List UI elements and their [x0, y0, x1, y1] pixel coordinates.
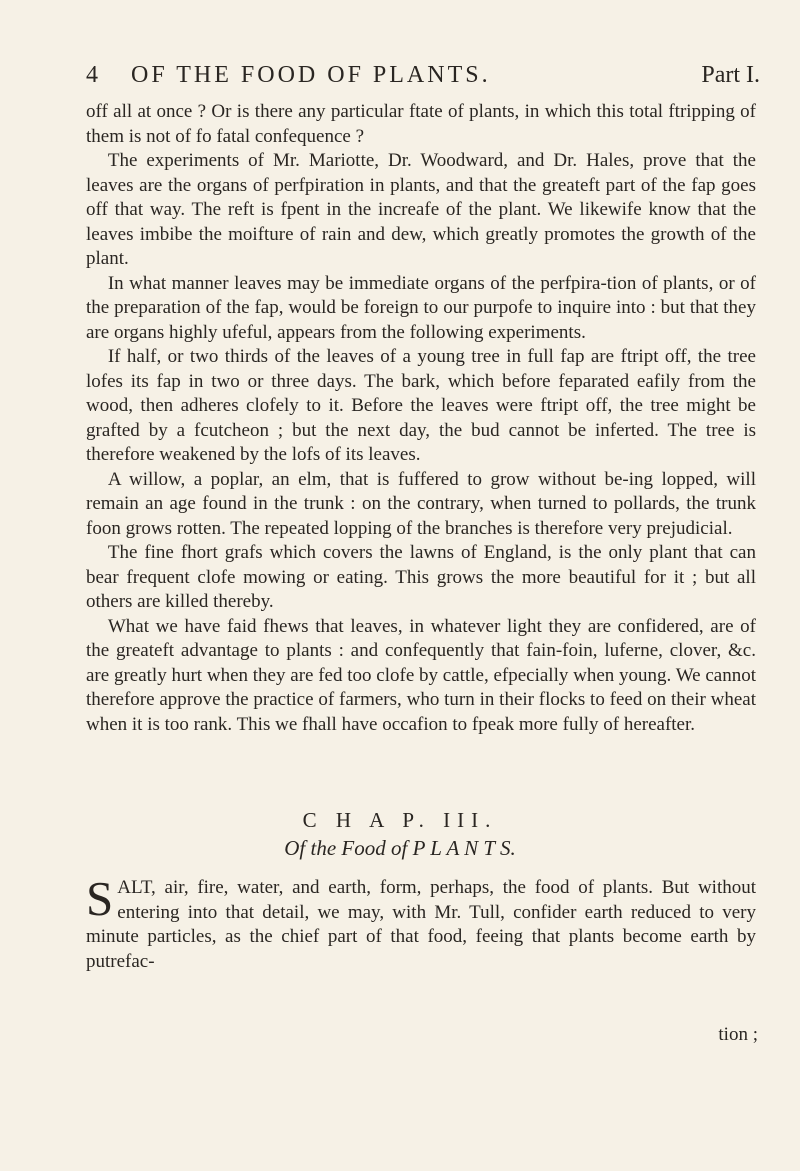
paragraph: What we have faid fhews that leaves, in whatever light they are confidered, are of the greateft advantage to plants : and confequently that fain-foin, luferne, clover, &c. are greatly hurt when they are fed too clofe by cattle, efpecially when young. We cannot therefore approve the practice of farmers, who turn in their flocks to feed on their wheat when it is too rank. This we fhall have occafion to fpeak more fully of hereafter.: [86, 615, 756, 735]
paragraph: If half, or two thirds of the leaves of a young tree in full fap are ftript off, the tree lofes its fap in two or three days. The bark, which before feparated eafily from the wood, then adheres clofely to it. Before the leaves were ftript off, the tree might be grafted by a fcutcheon ; but the next day, the bud cannot be inferted. The tree is therefore weakened by the lofs of its leaves.: [86, 346, 756, 465]
drop-cap: S: [86, 871, 114, 926]
paragraph: A willow, a poplar, an elm, that is fuffered to grow without be-ing lopped, will remain an age found in the trunk : on the contrary, when turned to pollards, the trunk foon grows rotten. The repeated lopping of the branches is therefore very prejudicial.: [86, 468, 756, 539]
running-title: OF THE FOOD OF PLANTS.: [131, 62, 491, 88]
opening-word: ALT,: [117, 877, 156, 898]
chapter-opening-paragraph: [86, 871, 756, 974]
paragraph: The experiments of Mr. Mariotte, Dr. Woodward, and Dr. Hales, prove that the leaves are the organs of perfpiration in plants, and that the greateft part of the fap goes off that way. The reft is fpent in the increafe of the plant. We likewife know that the leaves imbibe the moifture of rain and dew, which greatly promotes the growth of the plant.: [86, 150, 756, 269]
chapter-heading: C H A P. III.: [302, 808, 498, 832]
paragraph: In what manner leaves may be immediate organs of the perfpira-tion of plants, or of the preparation of the fap, would be foreign to our purpofe to inquire into : but that they are organs highly ufeful, appears from the following experiments.: [86, 272, 756, 343]
body-text: [86, 100, 756, 737]
part-label: Part I.: [701, 62, 760, 88]
page-header: [86, 62, 760, 92]
page-number: 4: [86, 62, 101, 88]
chapter-text: air, fire, water, and earth, form, perhaps, the food of plants. But without entering into that detail, we may, with Mr. Tull, confider earth reduced to very minute particles, as the chief part of that food, feeing that plants become earth by putrefac-: [86, 877, 756, 972]
paragraph: The fine fhort grafs which covers the lawns of England, is the only plant that can bear frequent clofe mowing or eating. This grows the more beautiful for it ; but all others are killed thereby.: [86, 542, 756, 612]
catchword: tion ;: [718, 1024, 758, 1045]
paragraph: off all at once ? Or is there any particular ftate of plants, in which this total ftripping of them is not of fo fatal confequence ?: [86, 101, 756, 147]
chapter-subtitle: Of the Food of P L A N T S.: [284, 836, 516, 860]
